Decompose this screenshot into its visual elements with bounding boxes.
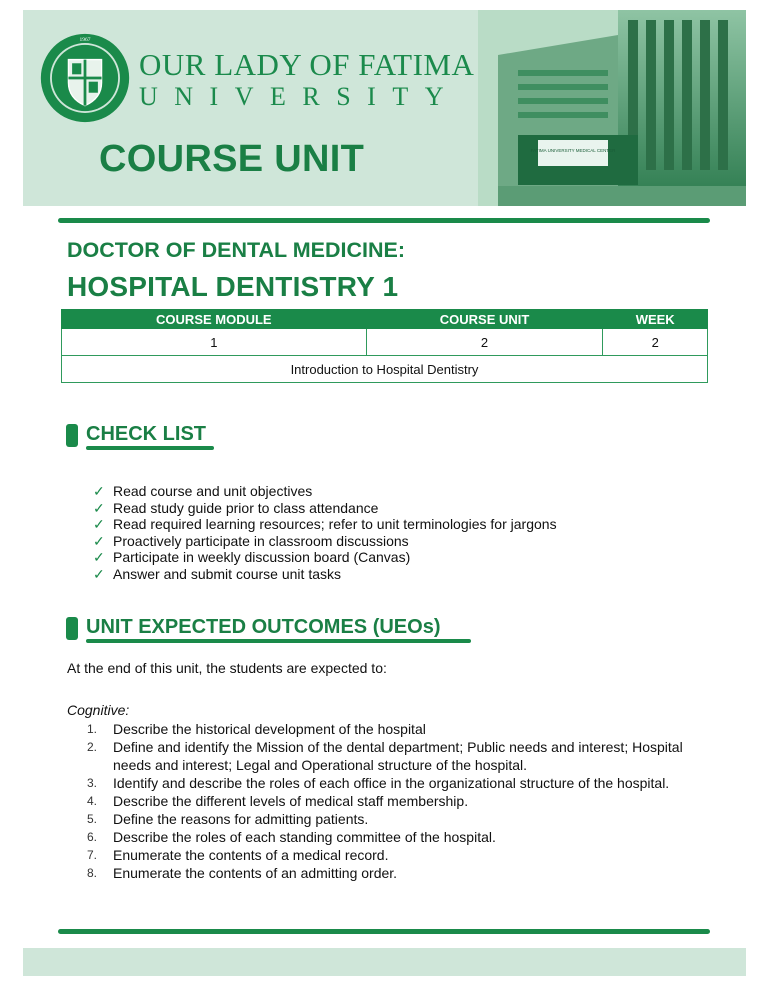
ueo-category-label: Cognitive:	[67, 702, 130, 718]
section-underline	[86, 446, 214, 450]
cell-unit-topic: Introduction to Hospital Dentistry	[62, 356, 708, 383]
list-item	[87, 846, 707, 864]
footer-band	[23, 948, 746, 976]
document-type-title: COURSE UNIT	[99, 138, 365, 180]
header-course-module: COURSE MODULE	[62, 310, 367, 329]
header-week: WEEK	[603, 310, 708, 329]
item-number: 8.	[87, 866, 98, 880]
checkmark-icon: ✓	[93, 499, 105, 516]
header-course-unit: COURSE UNIT	[366, 310, 603, 329]
list-item-text: Enumerate the contents of a medical record.	[113, 847, 389, 863]
item-number: 2.	[87, 740, 98, 754]
list-item-text: Define the reasons for admitting patients.	[113, 811, 369, 827]
outcomes-list	[87, 720, 707, 882]
list-item	[87, 774, 707, 792]
list-item	[87, 720, 707, 738]
checkmark-icon: ✓	[93, 483, 105, 499]
list-item	[87, 792, 707, 810]
checkmark-icon: ✓	[93, 532, 105, 549]
list-item	[93, 533, 557, 550]
list-item-text: Describe the roles of each standing committee of the hospital.	[113, 829, 496, 845]
list-item-text: Identify and describe the roles of each office in the organizational structure of the hospital.	[113, 775, 670, 791]
checkmark-icon: ✓	[93, 516, 105, 532]
section-marker	[66, 424, 78, 447]
university-name: OUR LADY OF FATIMA	[139, 47, 475, 82]
list-item	[93, 500, 557, 517]
list-item	[93, 483, 557, 500]
list-item	[87, 864, 707, 882]
cell-course-module: 1	[62, 329, 367, 356]
cell-course-unit: 2	[366, 329, 603, 356]
cell-week: 2	[603, 329, 708, 356]
list-item	[93, 549, 557, 566]
seal-year: 1967	[79, 37, 91, 44]
header-banner	[23, 10, 746, 206]
list-item-text: Answer and submit course unit tasks	[113, 565, 341, 582]
table-header-row	[62, 310, 708, 329]
item-number: 5.	[87, 812, 98, 826]
item-number: 6.	[87, 830, 98, 844]
list-item-text: Describe the historical development of the hospital	[113, 721, 426, 737]
list-item	[87, 828, 707, 846]
table-row	[62, 329, 708, 356]
checklist-title: CHECK LIST	[86, 423, 206, 445]
list-item-text: Participate in weekly discussion board (Canvas)	[113, 549, 411, 565]
checklist	[93, 483, 557, 582]
program-title: DOCTOR OF DENTAL MEDICINE:	[67, 238, 406, 262]
checkmark-icon: ✓	[93, 565, 105, 582]
list-item-text: Describe the different levels of medical staff membership.	[113, 793, 469, 809]
checkmark-icon: ✓	[93, 549, 105, 565]
list-item-text: Read required learning resources; refer to unit terminologies for jargons	[113, 516, 557, 532]
list-item	[93, 516, 557, 533]
hospital-building-image	[478, 10, 746, 206]
item-number: 3.	[87, 776, 98, 790]
section-underline	[86, 639, 471, 643]
item-number: 4.	[87, 794, 98, 808]
university-subtitle: UNIVERSITY	[139, 82, 460, 111]
ueo-intro: At the end of this unit, the students are expected to:	[67, 660, 387, 676]
list-item	[87, 738, 707, 774]
list-item	[93, 566, 557, 583]
section-marker	[66, 617, 78, 640]
list-item-text: Define and identify the Mission of the dental department; Public needs and interest; Hospital needs and interest; Legal and Operational structure of the hospital.	[113, 739, 683, 773]
divider-bottom	[58, 929, 710, 934]
list-item	[87, 810, 707, 828]
table-row	[62, 356, 708, 383]
divider-top	[58, 218, 710, 223]
item-number: 1.	[87, 722, 98, 736]
list-item-text: Enumerate the contents of an admitting order.	[113, 865, 398, 881]
subject-title: HOSPITAL DENTISTRY 1	[67, 271, 399, 302]
university-seal-logo	[39, 32, 131, 124]
course-info-table	[61, 309, 708, 383]
item-number: 7.	[87, 848, 98, 862]
building-sign-text: FATIMA UNIVERSITY MEDICAL CENTER	[530, 148, 616, 153]
list-item-text: Read course and unit objectives	[113, 483, 313, 499]
ueo-title: UNIT EXPECTED OUTCOMES (UEOs)	[86, 616, 441, 638]
list-item-text: Proactively participate in classroom discussions	[113, 532, 409, 549]
list-item-text: Read study guide prior to class attendance	[113, 499, 379, 516]
